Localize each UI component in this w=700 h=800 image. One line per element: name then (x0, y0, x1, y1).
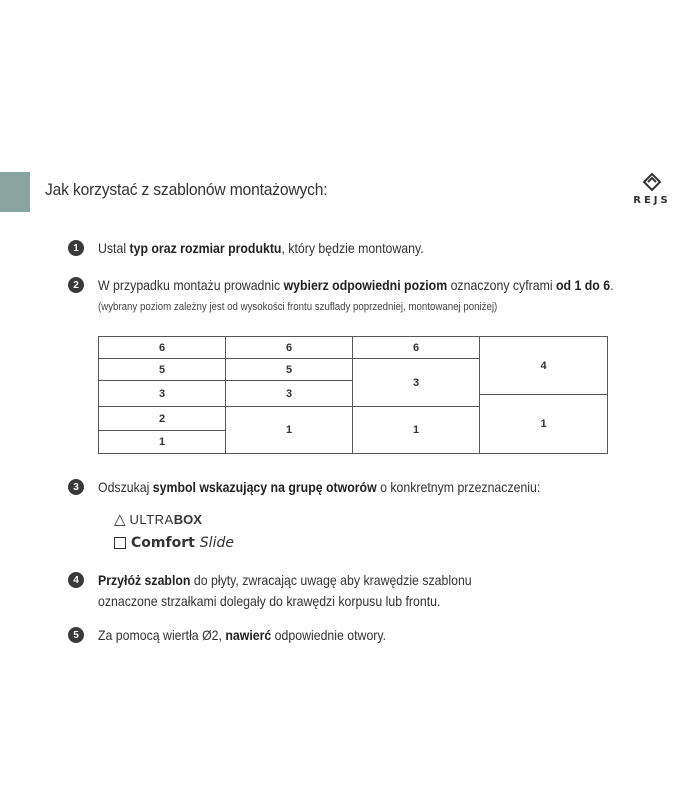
slide-label: Slide (199, 535, 234, 551)
ultrabox-label-bold: BOX (173, 511, 202, 527)
step-2-text: W przypadku montażu prowadnic wybierz odpowiedni poziom oznaczony cyframi od 1 do 6. (wybrany poziom zależny jest od wysokości frontu szuflady poprzedniej, montowanej poniżej) (98, 275, 614, 318)
step-2-number: 2 (68, 277, 84, 293)
step-4 (68, 570, 523, 612)
level-cell: 5 (98, 358, 226, 381)
page-title: Jak korzystać z szablonów montażowych: (45, 180, 328, 199)
level-cell: 1 (225, 406, 353, 454)
ultrabox-symbol (114, 510, 202, 528)
rejs-logo-text: REJS (633, 195, 671, 206)
level-cell: 2 (98, 406, 226, 431)
step-1 (68, 238, 468, 259)
level-cell: 1 (352, 406, 480, 454)
step-2-note: (wybrany poziom zależny jest od wysokości frontu szuflady poprzedniej, montowanej poniżej) (98, 301, 498, 313)
step-5-number: 5 (68, 627, 84, 643)
triangle-icon: △ (114, 511, 126, 528)
level-cell: 5 (225, 358, 353, 381)
ultrabox-label-light: ULTRA (129, 511, 174, 527)
step-3-text: Odszukaj symbol wskazujący na grupę otworów o konkretnym przeznaczeniu: (98, 479, 541, 495)
rejs-logo (622, 172, 682, 212)
step-4-number: 4 (68, 572, 84, 588)
step-1-number: 1 (68, 240, 84, 256)
side-tab-marker (0, 172, 30, 212)
comfort-label: Comfort (131, 535, 195, 551)
level-cell: 4 (479, 336, 608, 395)
level-cell: 3 (98, 380, 226, 407)
level-cell: 1 (479, 394, 608, 454)
step-3-number: 3 (68, 479, 84, 495)
level-cell: 6 (225, 336, 353, 359)
square-icon (114, 537, 126, 549)
level-cell: 6 (98, 336, 226, 359)
comfort-slide-symbol (114, 535, 234, 551)
step-1-text: Ustal typ oraz rozmiar produktu, który będzie montowany. (98, 240, 424, 256)
rejs-logo-icon (641, 172, 663, 194)
step-5-text: Za pomocą wiertła Ø2, nawierć odpowiednie otwory. (98, 627, 387, 643)
step-3 (68, 477, 601, 498)
level-cell: 3 (225, 380, 353, 407)
level-cell: 1 (98, 430, 226, 454)
level-table (98, 336, 608, 454)
step-5 (68, 625, 425, 646)
step-4-text: Przyłóż szablon do płyty, zwracając uwagę aby krawędzie szablonu oznaczone strzałkami dolegały do krawędzi korpusu lub frontu. (98, 572, 472, 609)
level-cell: 3 (352, 358, 480, 407)
level-cell: 6 (352, 336, 480, 359)
step-2 (68, 275, 684, 318)
